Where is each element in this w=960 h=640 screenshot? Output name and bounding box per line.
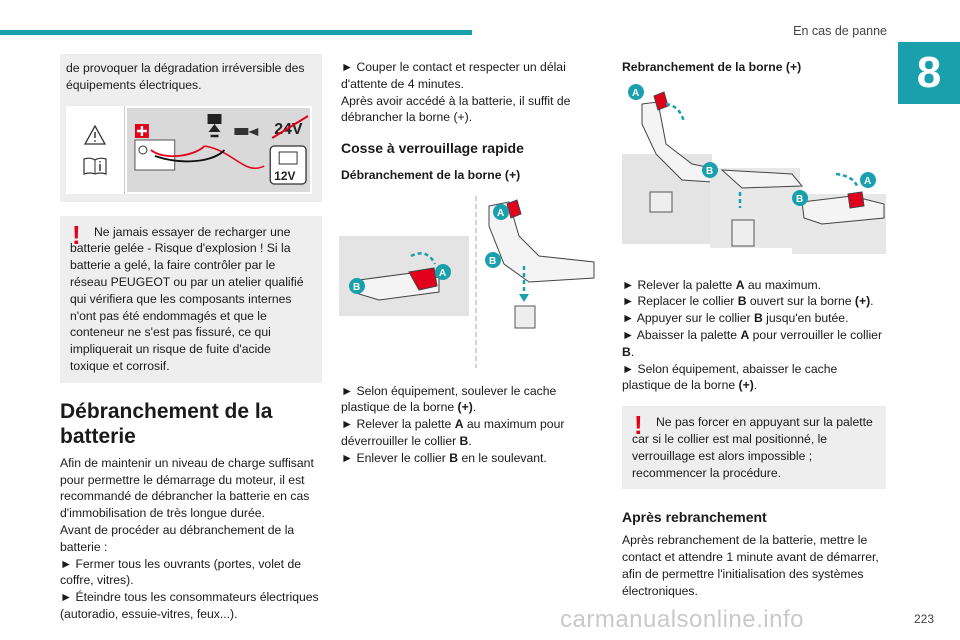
disconnect-step-2: ► Éteindre tous les consommateurs électriques (autoradio, essuie-vitres, feux...). — [60, 590, 319, 621]
manual-book-icon — [82, 156, 108, 176]
column-3 — [622, 59, 886, 599]
warning-icon: ! — [72, 219, 81, 250]
battery-pictogram — [66, 106, 312, 194]
ignition-step: ► Couper le contact et respecter un délai d'attente de 4 minutes. — [341, 60, 566, 91]
disconnect-paragraph-2: Avant de procéder au débranchement de la batterie : — [60, 522, 295, 554]
header-accent-bar — [0, 30, 472, 35]
disconnect-step-1: ► Fermer tous les ouvrants (portes, volet de coffre, vitres). — [60, 556, 302, 588]
disconnect-instruction-1: ► Selon équipement, soulever le cache plastique de la borne (+). — [341, 383, 557, 415]
terminal-disconnect-figure — [339, 196, 599, 368]
figure-label-a-right: A — [497, 207, 505, 219]
disconnect-instruction-3: ► Enlever le collier B en le soulevant. — [341, 450, 547, 465]
disconnect-paragraph-1: Afin de maintenir un niveau de charge suffisant pour permettre le démarrage du moteur, il est recommandé de débrancher la batterie en cas d'immobilisation de très longue durée. — [60, 455, 314, 521]
intro-box — [60, 54, 322, 202]
jump-cable-illustration — [125, 106, 312, 194]
disconnect-instruction-2: ► Relever la palette A au maximum pour déverrouiller le collier B. — [341, 417, 565, 448]
after-reconnect-heading: Après rebranchement — [622, 509, 767, 526]
reconnect-step-4: ► Abaisser la palette A pour verrouiller le collier B. — [622, 327, 883, 359]
reconnect-warning — [622, 406, 886, 489]
intro-text: de provoquer la dégradation irréversible des équipements électriques. — [66, 61, 305, 92]
terminal-reconnect-figure — [622, 84, 886, 256]
figure-label-b-right: B — [489, 255, 497, 267]
figure-label-a-left: A — [439, 267, 447, 279]
reconnect-step-5: ► Selon équipement, abaisser le cache plastique de la borne (+). — [622, 361, 838, 393]
reconnect-step-3: ► Appuyer sur le collier B jusqu'en butée. — [622, 311, 849, 326]
warning-text: Ne jamais essayer de recharger une batterie gelée - Risque d'explosion ! Si la batterie a gelé, la faire contrôler par le réseau PEUGEOT ou par un atelier qualifié qui vérifiera que les composants internes n'ont pas été endommagés et que le conteneur ne s'est pas fissuré, ce qui impliquerait un risque de fuite d'acide toxique et corrosif. — [70, 224, 304, 373]
chapter-number: 8 — [898, 42, 960, 104]
reconnect-warning-text: Ne pas forcer en appuyant sur la palette car si le collier est mal positionné, le verrouillage est alors impossible ; recommencer la procédure. — [632, 415, 873, 480]
access-battery-text: Après avoir accédé à la batterie, il suffit de débrancher la borne (+). — [341, 93, 571, 125]
reconnect-label-a-2: A — [864, 175, 872, 187]
reconnect-label-b-2: B — [796, 193, 804, 205]
voltage-24v-label: 24V — [274, 120, 303, 138]
warning-triangle-icon — [84, 124, 106, 146]
reconnect-label-a-1: A — [632, 87, 640, 99]
reconnect-label-b-1: B — [706, 165, 714, 177]
reconnect-step-2: ► Replacer le collier B ouvert sur la borne (+). — [622, 294, 874, 309]
quick-lock-heading: Cosse à verrouillage rapide — [341, 140, 524, 157]
reconnect-heading: Rebranchement de la borne (+) — [622, 60, 802, 74]
column-2 — [341, 59, 577, 467]
disconnect-heading: Débranchement de la batterie — [60, 399, 273, 448]
voltage-12v-label: 12V — [274, 168, 296, 183]
column-1 — [60, 54, 322, 623]
warning-icon: ! — [634, 410, 643, 441]
after-reconnect-text: Après rebranchement de la batterie, mettre le contact et attendre 1 minute avant de démarrer, afin de permettre l'initialisation des systèmes électroniques. — [622, 533, 879, 598]
section-title: En cas de panne — [793, 24, 887, 38]
page-number: 223 — [913, 612, 934, 626]
watermark: carmanualsonline.info — [560, 606, 804, 633]
reconnect-step-1: ► Relever la palette A au maximum. — [622, 277, 822, 292]
frozen-battery-warning — [60, 216, 322, 383]
figure-label-b-left: B — [353, 281, 361, 293]
disconnect-terminal-subheading: Débranchement de la borne (+) — [341, 167, 521, 182]
